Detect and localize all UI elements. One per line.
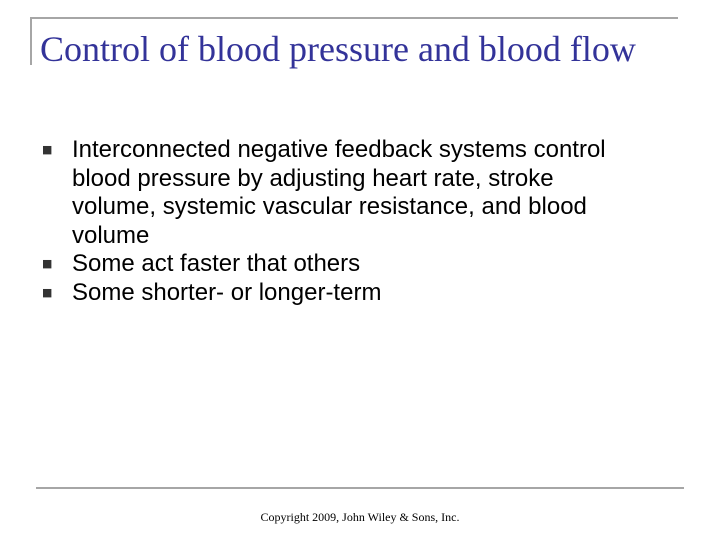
square-bullet-icon [42,250,52,279]
copyright-notice: Copyright 2009, John Wiley & Sons, Inc. [260,510,460,524]
title-frame-top-border [30,17,678,19]
bullet-list [42,136,662,307]
bullet-text: Interconnected negative feedback systems control blood pressure by adjusting heart rate, stroke volume, systemic vascular resistance, and blood volume [72,136,606,249]
footer-divider [36,487,684,489]
square-bullet-icon [42,136,52,165]
title-frame-left-border [30,17,32,65]
bullet-item [42,136,662,250]
square-bullet-icon [42,279,52,308]
slide-title: Control of blood pressure and blood flow [40,29,636,69]
bullet-text: Some act faster that others [72,250,361,277]
bullet-item [42,279,662,308]
bullet-text: Some shorter- or longer-term [72,278,382,306]
bullet-item [42,250,662,279]
